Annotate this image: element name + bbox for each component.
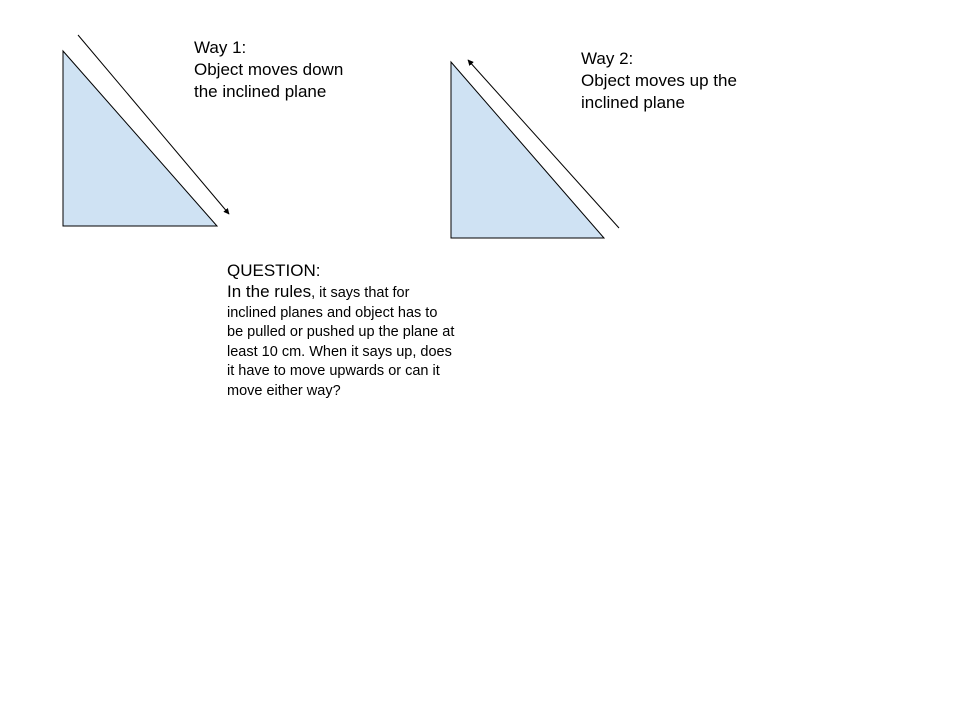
way1-title: Way 1: [194,38,247,57]
question-line1-text: , it says that for [311,285,410,301]
question-line1 [227,282,487,304]
question-line2: inclined planes and object has to [227,304,438,321]
question-heading: QUESTION: [227,261,321,280]
way1-label [194,37,343,103]
question-block [227,260,487,401]
way2-description-line2: inclined plane [581,93,685,112]
way1-description-line1: Object moves down [194,60,344,79]
way2-label [581,48,737,114]
way2-description-line1: Object moves up the [581,71,737,90]
question-line4: least 10 cm. When it says up, does [227,343,452,360]
way1-description-line2: the inclined plane [194,82,327,101]
way2-title: Way 2: [581,49,634,68]
question-line5: it have to move upwards or can it [227,363,440,379]
question-line6: move either way? [227,382,341,399]
question-body [227,282,487,401]
question-lead: In the rules [227,282,312,301]
question-line3: be pulled or pushed up the plane at [227,324,455,340]
